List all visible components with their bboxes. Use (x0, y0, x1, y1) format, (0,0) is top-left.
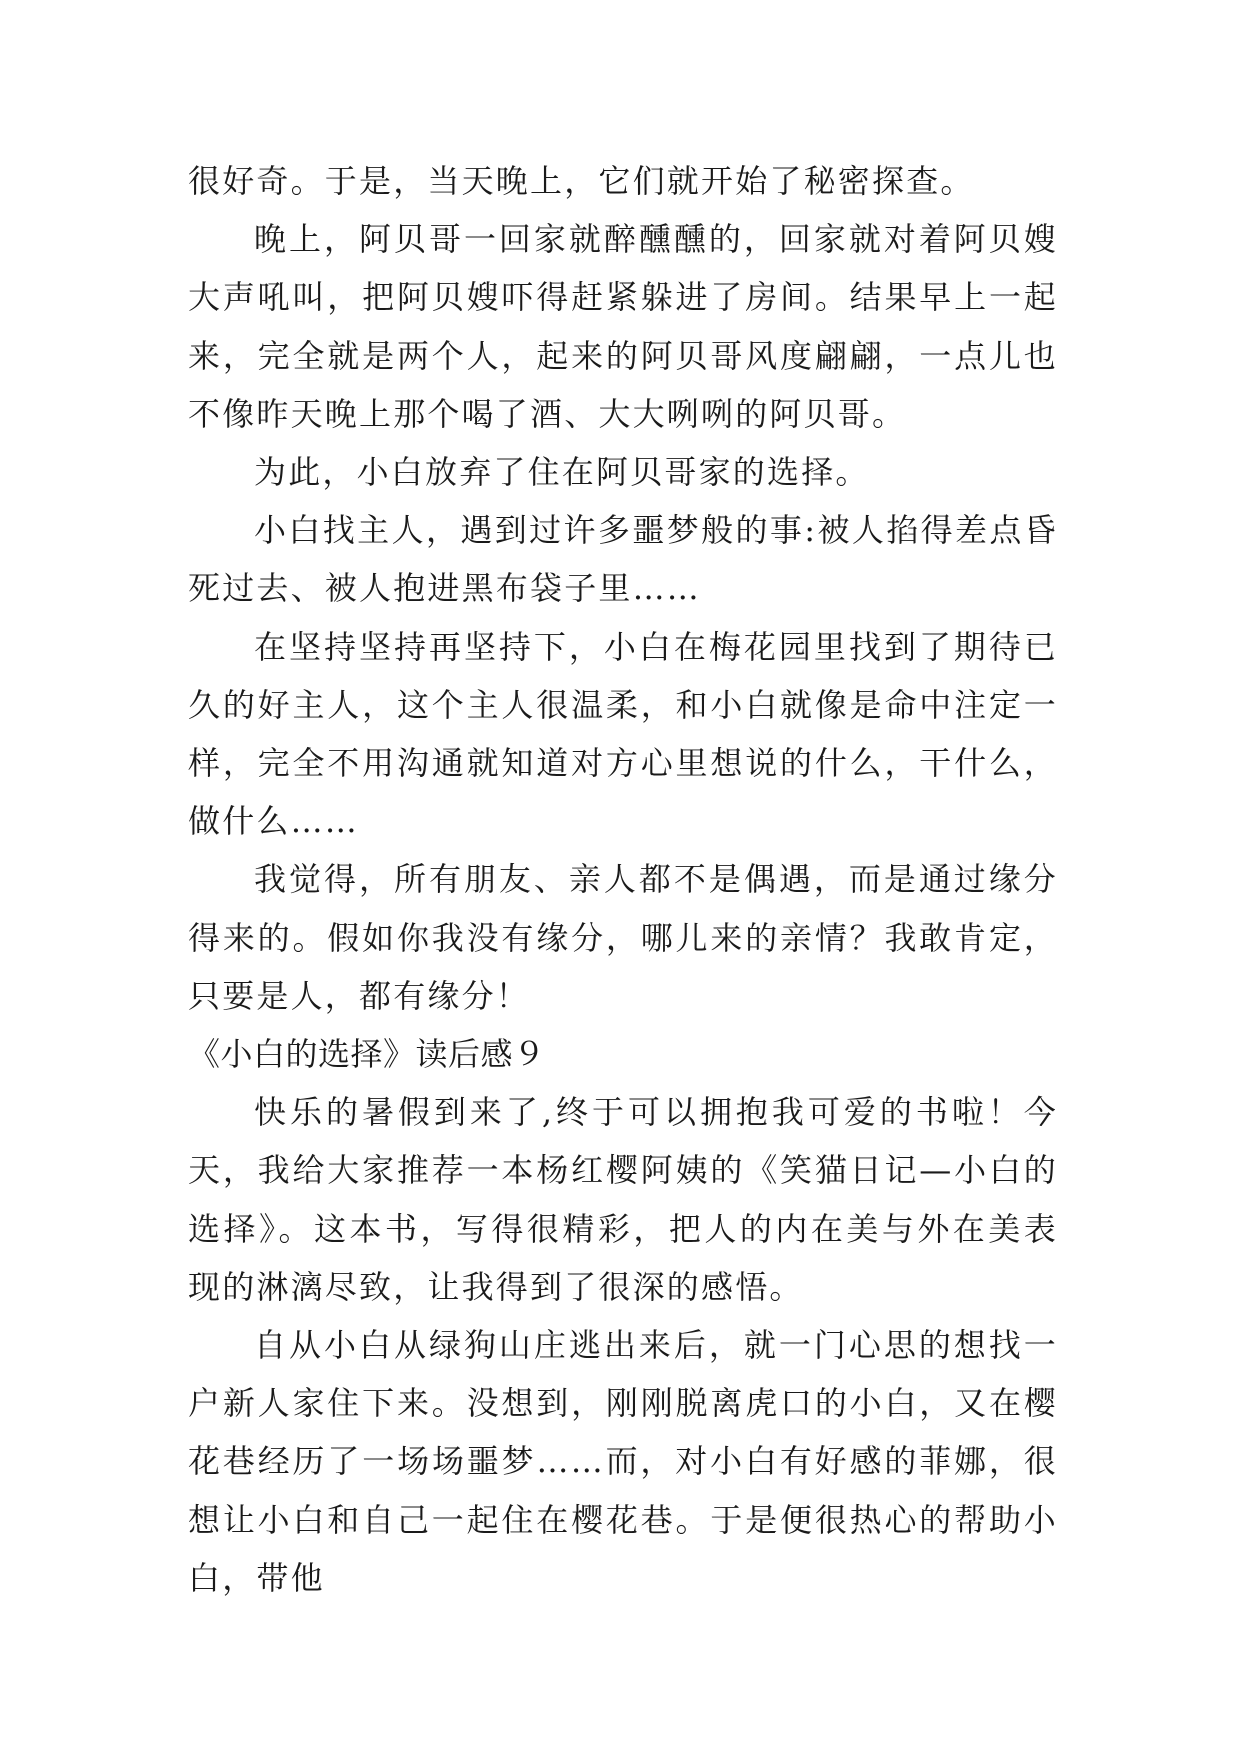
paragraph-continuation: 很好奇。于是，当天晚上，它们就开始了秘密探查。 (188, 162, 975, 200)
paragraph: 为此，小白放弃了住在阿贝哥家的选择。 (254, 453, 870, 492)
document-body (188, 152, 1058, 1607)
paragraph: 快乐的暑假到来了,终于可以拥抱我可爱的书啦！今天，我给大家推荐一本杨红樱阿姨的《笑猫日记—小白的选择》。这本书，写得很精彩，把人的内在美与外在美表现的淋漓尽致，让我得到了很深的感悟。 (188, 1093, 1058, 1306)
section-heading: 《小白的选择》读后感９ (188, 1035, 546, 1074)
paragraph: 自从小白从绿狗山庄逃出来后，就一门心思的想找一户新人家住下来。没想到，刚刚脱离虎口的小白，又在樱花巷经历了一场场噩梦……而，对小白有好感的菲娜，很想让小白和自己一起住在樱花巷。于是便很热心的帮助小白，带他 (188, 1326, 1058, 1597)
paragraph: 我觉得，所有朋友、亲人都不是偶遇，而是通过缘分得来的。假如你我没有缘分，哪儿来的亲情？我敢肯定，只要是人，都有缘分！ (188, 860, 1058, 1015)
paragraph: 小白找主人，遇到过许多噩梦般的事:被人掐得差点昏死过去、被人抱进黑布袋子里…… (188, 511, 1058, 608)
paragraph: 在坚持坚持再坚持下，小白在梅花园里找到了期待已久的好主人，这个主人很温柔，和小白就像是命中注定一样，完全不用沟通就知道对方心里想说的什么，干什么，做什么…… (188, 627, 1058, 841)
paragraph: 晚上，阿贝哥一回家就醉醺醺的，回家就对着阿贝嫂大声吼叫，把阿贝嫂吓得赶紧躲进了房间。结果早上一起来，完全就是两个人，起来的阿贝哥风度翩翩，一点儿也不像昨天晚上那个喝了酒、大大咧咧的阿贝哥。 (188, 220, 1058, 433)
